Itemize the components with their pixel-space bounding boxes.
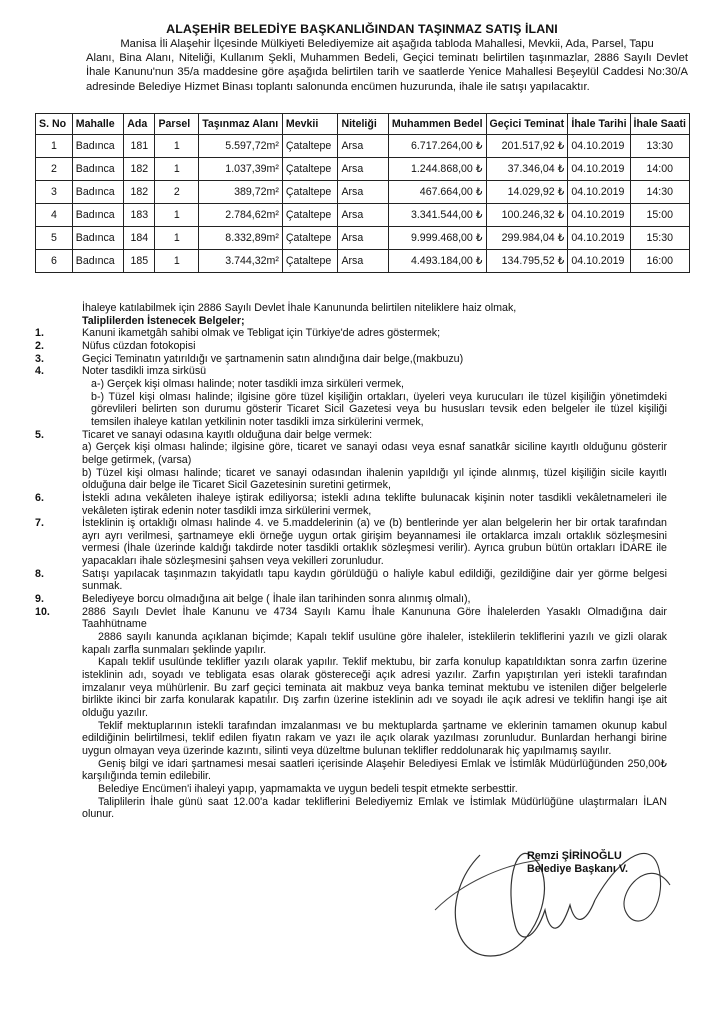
item-number: 8.: [35, 567, 44, 580]
paragraph-letters: Teklif mektuplarının istekli tarafından imzalanması ve bu mektuplarda şartname ve eklerinin tamamen okunup kabul edildiğinin belirtilmesi, teklif edilen fiyatın rakam ve yazı ile açık olarak yazılması zorunludur. Bunlardan herhangi birine uygun olmayan veya üzerinde kazıntı, silinti veya düzeltme bulunan teklifler reddolunarak hiç yapılmamış sayılır.: [82, 719, 667, 757]
list-item: [35, 365, 667, 378]
table-cell: Arsa: [338, 181, 388, 204]
table-cell: 14:00: [630, 158, 689, 181]
list-item: [35, 327, 667, 340]
col-header: Geçici Teminat: [486, 114, 568, 135]
table-cell: 184: [124, 227, 155, 250]
document-title: ALAŞEHİR BELEDİYE BAŞKANLIĞINDAN TAŞINMAZ SATIŞ İLANI: [166, 22, 558, 36]
table-cell: 04.10.2019: [568, 250, 630, 273]
table-header-row: [36, 114, 690, 135]
table-cell: 37.346,04 ₺: [486, 158, 568, 181]
table-cell: 100.246,32 ₺: [486, 204, 568, 227]
intro-paragraph: [86, 37, 688, 94]
table-row: [36, 135, 690, 158]
table-cell: 182: [124, 181, 155, 204]
conditions-section: [35, 302, 667, 821]
paragraph-sealed-bid: 2886 sayılı kanunda açıklanan biçimde; Kapalı teklif usulüne göre ihaleler, isteklilerin tekliflerini yazılı ve gizli olarak kapalı zarfla sunmaları şeklinde yapılır.: [82, 631, 667, 656]
table-cell: 467.664,00 ₺: [388, 181, 486, 204]
list-item: [35, 568, 667, 593]
item-5b-text: b) Tüzel kişi olması halinde; ticaret ve sanayi odasından ihalenin yapıldığı yıl içinde alınmış, tüzel kişiliğin sicile kayıtlı olduğuna dair belge ile Ticaret Sicil Gazetesinin suretini getirmek,: [82, 466, 667, 492]
table-cell: 9.999.468,00 ₺: [388, 227, 486, 250]
item-text: Ticaret ve sanayi odasına kayıtlı olduğuna dair belge vermek:: [82, 428, 373, 441]
col-header: İhale Saati: [630, 114, 689, 135]
table-cell: 04.10.2019: [568, 227, 630, 250]
table-cell: Arsa: [338, 250, 388, 273]
item-text: Satışı yapılacak taşınmazın takyidatlı tapu kaydın görüldüğü o haliyle kabul edildiği, gezildiğine dair yer görme belgesi sunmak.: [82, 567, 667, 593]
sub-item: [35, 441, 667, 466]
col-header: Ada: [124, 114, 155, 135]
table-cell: Çataltepe: [282, 227, 338, 250]
col-header: Muhammen Bedel: [388, 114, 486, 135]
list-item: [35, 429, 667, 442]
table-cell: 8.332,89m²: [199, 227, 283, 250]
table-row: [36, 250, 690, 273]
signature-block: [527, 850, 628, 876]
table-cell: Çataltepe: [282, 204, 338, 227]
item-text: İstekli adına vekâleten ihaleye iştirak ediliyorsa; istekli adına teklifte bulunacak kişinin noter tasdikli vekâletnameleri ile vekâleten iştirak edenin noter tasdikli imza sirkülerini vermek,: [82, 491, 667, 517]
list-item: [35, 517, 667, 568]
table-cell: Badınca: [72, 227, 124, 250]
table-cell: 1: [155, 158, 199, 181]
sub-item: [35, 467, 667, 492]
table-cell: 181: [124, 135, 155, 158]
table-row: [36, 204, 690, 227]
table-cell: 1: [155, 250, 199, 273]
table-cell: Çataltepe: [282, 135, 338, 158]
item-number: 2.: [35, 339, 44, 352]
table-cell: 2: [36, 158, 73, 181]
table-cell: 1: [155, 204, 199, 227]
table-cell: Arsa: [338, 158, 388, 181]
col-header: Parsel: [155, 114, 199, 135]
table-cell: 1: [36, 135, 73, 158]
table-cell: 3: [36, 181, 73, 204]
table-cell: 14.029,92 ₺: [486, 181, 568, 204]
list-item: [35, 606, 667, 631]
table-cell: 134.795,52 ₺: [486, 250, 568, 273]
table-cell: Arsa: [338, 227, 388, 250]
col-header: S. No: [36, 114, 73, 135]
list-item: [35, 340, 667, 353]
paragraph-envelope: Kapalı teklif usulünde teklifler yazılı olarak yapılır. Teklif mektubu, bir zarfa konulup kapatıldıktan sonra zarfın üzerine isteklinin adı, soyadı ve tebligata esas olarak göstereceği açık adresi yazılır. Zarfın yapıştırılan yeri istekli tarafından imzalanır veya mühürlenir. Bu zarf geçici teminata ait makbuz veya banka teminat mektubu ve istenilen diğer belgelerle birlikte ikinci bir zarfa konularak kapatılır. Dış zarfın üzerine isteklinin adı ve soyadı ile açık adresi ve teklifin hangi işe ait olduğu yazılır.: [82, 656, 667, 719]
intro-line-1: Manisa İli Alaşehir İlçesinde Mülkiyeti Belediyemize ait aşağıda tabloda Mahallesi, Mevkii, Ada, Parsel, Tapu: [120, 38, 654, 50]
table-cell: 4.493.184,00 ₺: [388, 250, 486, 273]
table-cell: 04.10.2019: [568, 135, 630, 158]
table-cell: 2.784,62m²: [199, 204, 283, 227]
item-number: 1.: [35, 327, 44, 340]
table-cell: 5.597,72m²: [199, 135, 283, 158]
table-cell: 389,72m²: [199, 181, 283, 204]
table-cell: 2: [155, 181, 199, 204]
item-4b-text: b-) Tüzel kişi olması halinde; ilgisine göre tüzel kişiliğin ortakları, üyeleri veya kurucuları ile tüzel kişiliğin yönetimdeki görevlileri belirten son durumu gösterir Ticaret Sicil Gazetesi veya bu hususları tevsik eden belgeler ile tüzel kişiliği temsilen ihaleye katılan yetkilinin noter tasdikli imza sirkülerini vermek,: [91, 390, 667, 428]
paragraph-spec-fee: Geniş bilgi ve idari şartnamesi mesai saatleri içerisinde Alaşehir Belediyesi Emlak ve İstimlâk Müdürlüğünden 250,00₺ karşılığında temin edilebilir.: [82, 757, 667, 783]
table-cell: 15:00: [630, 204, 689, 227]
col-header: Mevkii: [282, 114, 338, 135]
item-number: 10.: [35, 605, 50, 618]
item-text: İsteklinin iş ortaklığı olması halinde 4. ve 5.maddelerinin (a) ve (b) bentlerinde yer alan belgelerin her bir ortak tarafından ayrı ayrı verilmesi, şartnameye ekli örneğe uygun ortak girişim beyannamesi ile ortaklarca imzalı ortaklık sözleşmesini vermesi (İhale üzerinde kaldığı takdirde noter tasdikli ortaklık sözleşmesi verilir). Ayrıca grubun bütün ortakları İDARE ile yapacakları ihale sözleşmesini şahsen veya vekilleri zorunludur.: [82, 517, 667, 568]
list-item: [35, 593, 667, 606]
table-cell: 1: [155, 135, 199, 158]
table-cell: Badınca: [72, 158, 124, 181]
table-body: [36, 135, 690, 273]
table-cell: 04.10.2019: [568, 204, 630, 227]
item-5a-text: a) Gerçek kişi olması halinde; ilgisine göre, ticaret ve sanayi odası veya esnaf sanatkâr siciline kayıtlı olduğunu gösterir belge getirmek, (varsa): [82, 441, 667, 466]
docs-heading: Taliplilerden İstenecek Belgeler;: [82, 314, 245, 327]
item-number: 9.: [35, 593, 44, 606]
table-cell: 1.244.868,00 ₺: [388, 158, 486, 181]
item-number: 4.: [35, 365, 44, 378]
table-cell: 16:00: [630, 250, 689, 273]
table-cell: Arsa: [338, 204, 388, 227]
item-text: Kanuni ikametgâh sahibi olmak ve Tebligat için Türkiye'de adres göstermek;: [82, 327, 441, 340]
signatory-name: Remzi ŞİRİNOĞLU: [527, 850, 622, 862]
handwritten-signature: [420, 815, 680, 975]
table-cell: 1: [155, 227, 199, 250]
item-text: Geçici Teminatın yatırıldığı ve şartnamenin satın alındığına dair belge,(makbuzu): [82, 352, 464, 365]
table-cell: 5: [36, 227, 73, 250]
paragraph-council: Belediye Encümen'i ihaleyi yapıp, yapmamakta ve uygun bedeli tespit etmekte serbesttir.: [98, 782, 518, 795]
table-cell: 299.984,04 ₺: [486, 227, 568, 250]
table-cell: 13:30: [630, 135, 689, 158]
item-number: 6.: [35, 491, 44, 504]
table-cell: 04.10.2019: [568, 158, 630, 181]
table-cell: Çataltepe: [282, 181, 338, 204]
table-row: [36, 227, 690, 250]
list-item: [35, 353, 667, 366]
sub-item: [35, 391, 667, 429]
table-cell: 3.744,32m²: [199, 250, 283, 273]
signatory-role: Belediye Başkanı V.: [527, 863, 629, 875]
table-cell: Badınca: [72, 135, 124, 158]
item-text: Noter tasdikli imza sirküsü: [82, 365, 207, 378]
item-number: 3.: [35, 352, 44, 365]
table-cell: 6: [36, 250, 73, 273]
table-cell: 6.717.264,00 ₺: [388, 135, 486, 158]
table-row: [36, 181, 690, 204]
table-cell: 14:30: [630, 181, 689, 204]
table-row: [36, 158, 690, 181]
item-number: 5.: [35, 428, 44, 441]
item-text: 2886 Sayılı Devlet İhale Kanunu ve 4734 Sayılı Kamu İhale Kanununa Göre İhalelerden Yasaklı Olmadığına dair Taahhütname: [82, 605, 667, 631]
col-header: Taşınmaz Alanı: [199, 114, 283, 135]
table-cell: 15:30: [630, 227, 689, 250]
property-table: [35, 113, 690, 273]
table-cell: 4: [36, 204, 73, 227]
table-cell: 201.517,92 ₺: [486, 135, 568, 158]
table-cell: Arsa: [338, 135, 388, 158]
item-text: Nüfus cüzdan fotokopisi: [82, 339, 196, 352]
table-cell: Badınca: [72, 181, 124, 204]
item-4a-text: a-) Gerçek kişi olması halinde; noter tasdikli imza sirküleri vermek,: [91, 377, 405, 390]
paragraph-deadline: Taliplilerin İhale günü saat 12.00'a kadar tekliflerini Belediyemiz Emlak ve İstimlak Müdürlüğüne ulaştırmaları İLAN olunur.: [82, 795, 667, 821]
list-item: [35, 492, 667, 517]
table-cell: 185: [124, 250, 155, 273]
sub-item: [35, 378, 667, 391]
table-cell: 182: [124, 158, 155, 181]
table-cell: 183: [124, 204, 155, 227]
table-cell: 3.341.544,00 ₺: [388, 204, 486, 227]
table-cell: 1.037,39m²: [199, 158, 283, 181]
table-cell: Badınca: [72, 250, 124, 273]
table-cell: Çataltepe: [282, 250, 338, 273]
table-cell: Badınca: [72, 204, 124, 227]
item-text: Belediyeye borcu olmadığına ait belge ( İhale ilan tarihinden sonra alınmış olmalı),: [82, 593, 471, 606]
col-header: Niteliği: [338, 114, 388, 135]
col-header: Mahalle: [72, 114, 124, 135]
intro-rest: Alanı, Bina Alanı, Niteliği, Kullanım Şekli, Muhammen Bedeli, Geçici teminatı belirtilen taşınmazlar, 2886 Sayılı Devlet İhale Kanunu'nun 35/a maddesine göre aşağıda belirtilen tarih ve saatlerde Yenice Mahallesi Beşeylül Caddesi No:30/A adresinde Belediye Hizmet Binası toplantı salonunda encümen huzurunda, ihale ile satışı yapılacaktır.: [86, 52, 688, 93]
table-cell: 04.10.2019: [568, 181, 630, 204]
item-number: 7.: [35, 517, 44, 530]
col-header: İhale Tarihi: [568, 114, 630, 135]
eligibility-text: İhaleye katılabilmek için 2886 Sayılı Devlet İhale Kanununda belirtilen niteliklere haiz olmak,: [82, 302, 517, 314]
table-cell: Çataltepe: [282, 158, 338, 181]
